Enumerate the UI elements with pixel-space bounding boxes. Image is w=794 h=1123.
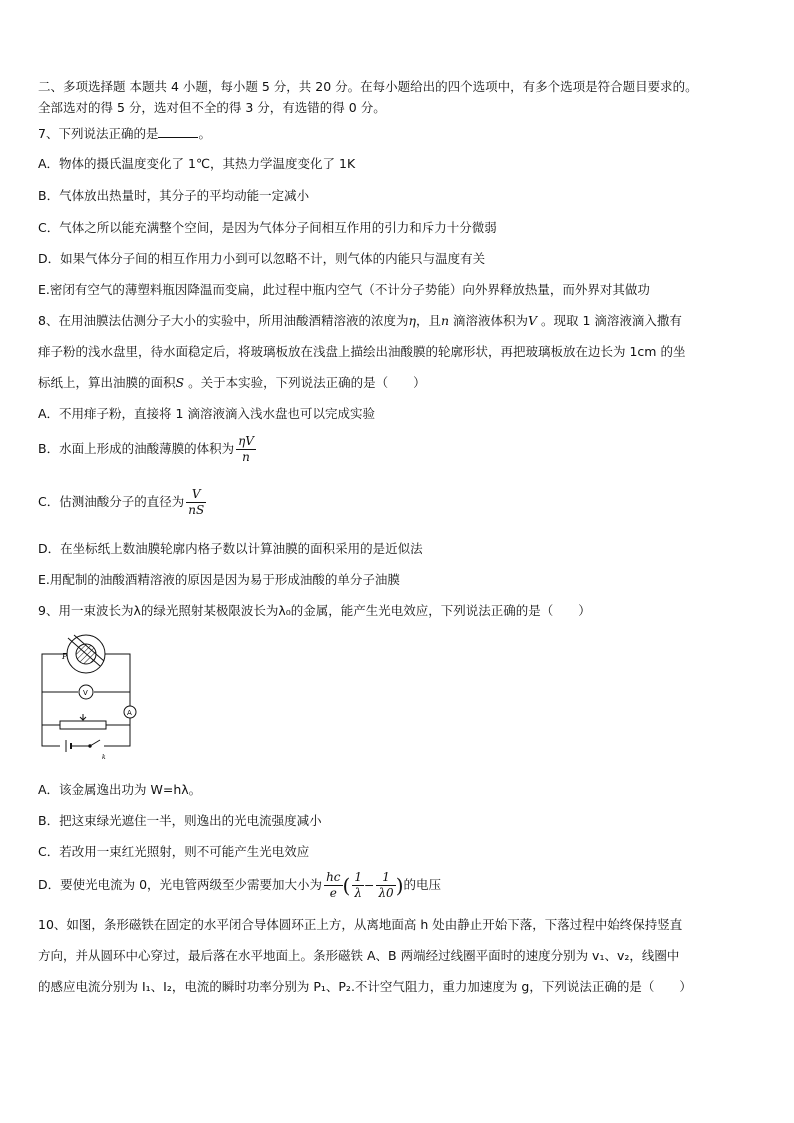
q8-option-c (38, 487, 206, 518)
q8-line3-b: 。关于本实验，下列说法正确的是（ ） (184, 375, 426, 390)
q7-option-b: B．气体放出热量时，其分子的平均动能一定减小 (38, 188, 310, 203)
fraction-denominator: λ (354, 886, 362, 900)
q8-option-e: E.用配制的油酸酒精溶液的原因是因为易于形成油酸的单分子油膜 (38, 572, 400, 587)
q8-line1-b: ，且 (415, 313, 441, 328)
label-a: A (127, 709, 132, 717)
q9-option-a: A．该金属逸出功为 W=hλ。 (38, 782, 202, 797)
q8-line1 (38, 312, 682, 330)
q8-option-b-text: B．水面上形成的油酸薄膜的体积为 (38, 441, 235, 456)
photoelectric-circuit-diagram (36, 632, 140, 762)
label-p: P (62, 652, 68, 661)
q9-option-d (38, 870, 441, 901)
q8-S: S (175, 375, 185, 390)
fraction-denominator: λ0 (378, 886, 394, 900)
label-k: k (102, 754, 106, 761)
q8-c-fraction (186, 487, 206, 518)
rheostat-icon (60, 721, 106, 729)
q9-option-c: C．若改用一束红光照射，则不可能产生光电效应 (38, 844, 310, 859)
q10-line2: 方向，并从圆环中心穿过，最后落在水平地面上。条形磁铁 A、B 两端经过线圈平面时的速度分别为 v₁、v₂，线圈中 (38, 948, 680, 963)
switch-icon (90, 740, 100, 746)
q8-n: n (440, 313, 450, 328)
q8-option-b (38, 434, 256, 465)
q9-option-d-after: 的电压 (403, 877, 442, 892)
q8-b-fraction (236, 434, 256, 465)
answer-blank (158, 125, 198, 138)
q7-option-a: A．物体的摄氏温度变化了 1℃，其热力学温度变化了 1K (38, 156, 356, 171)
left-paren: ( (342, 873, 351, 898)
q9-option-b: B．把这束绿光遮住一半，则逸出的光电流强度减小 (38, 813, 322, 828)
q9-d-fraction-1-lambda (352, 870, 364, 901)
q8-line2: 痱子粉的浅水盘里，待水面稳定后，将玻璃板放在浅盘上描绘出油酸膜的轮廓形状，再把玻璃板放在边长为 1cm 的坐 (38, 344, 686, 359)
section-header-line2: 全部选对的得 5 分，选对但不全的得 3 分，有选错的得 0 分。 (38, 100, 386, 115)
fraction-numerator: 1 (376, 870, 395, 886)
q7-stem (38, 125, 211, 143)
q7-stem-end: 。 (198, 126, 211, 141)
q8-line1-c: 滴溶液体积为 (449, 313, 529, 328)
fraction-denominator: nS (188, 503, 205, 517)
fraction-numerator: V (186, 487, 206, 503)
fraction-numerator: ηV (238, 434, 254, 448)
q10-line3: 的感应电流分别为 I₁、I₂，电流的瞬时功率分别为 P₁、P₂.不计空气阻力，重力加速度为 g，下列说法正确的是（ ） (38, 979, 692, 994)
q7-option-e: E.密闭有空气的薄塑料瓶因降温而变扁，此过程中瓶内空气（不计分子势能）向外界释放热量，而外界对其做功 (38, 282, 650, 297)
label-v: V (83, 689, 88, 697)
q8-option-d: D．在坐标纸上数油膜轮廓内格子数以计算油膜的面积采用的是近似法 (38, 541, 423, 556)
q7-option-d: D．如果气体分子间的相互作用力小到可以忽略不计，则气体的内能只与温度有关 (38, 251, 486, 266)
fraction-denominator: e (329, 886, 337, 900)
section-header-line1: 二、多项选择题 本题共 4 小题，每小题 5 分，共 20 分。在每小题给出的四个选项中，有多个选项是符合题目要求的。 (38, 79, 698, 94)
q9-d-fraction-hc-e (324, 870, 342, 901)
q9-stem: 9、用一束波长为λ的绿光照射某极限波长为λ₀的金属，能产生光电效应，下列说法正确的是（ ） (38, 603, 591, 618)
q8-eta: η (408, 313, 416, 328)
q10-line1: 10、如图，条形磁铁在固定的水平闭合导体圆环正上方，从离地面高 h 处由静止开始下落，下落过程中始终保持竖直 (38, 917, 683, 932)
fraction-numerator: 1 (354, 870, 362, 884)
q8-option-a: A．不用痱子粉，直接将 1 滴溶液滴入浅水盘也可以完成实验 (38, 406, 375, 421)
q7-stem-text: 7、下列说法正确的是 (38, 126, 159, 141)
q8-line1-a: 8、在用油膜法估测分子大小的实验中，所用油酸酒精溶液的浓度为 (38, 313, 409, 328)
q7-option-c: C．气体之所以能充满整个空间，是因为气体分子间相互作用的引力和斥力十分微弱 (38, 220, 497, 235)
q8-line3 (38, 374, 426, 392)
fraction-denominator: n (242, 450, 250, 464)
q8-option-c-text: C．估测油酸分子的直径为 (38, 494, 185, 509)
fraction-numerator: hc (326, 870, 341, 884)
q9-option-d-text: D．要使光电流为 0，光电管两级至少需要加大小为 (38, 877, 323, 892)
q8-line1-d: 。现取 1 滴溶液滴入撒有 (537, 313, 682, 328)
q8-line3-a: 标纸上，算出油膜的面积 (38, 375, 176, 390)
q8-V: V (528, 313, 538, 328)
right-paren: ) (395, 873, 404, 898)
q9-d-fraction-1-lambda0 (376, 870, 395, 901)
minus-sign: − (363, 877, 375, 893)
